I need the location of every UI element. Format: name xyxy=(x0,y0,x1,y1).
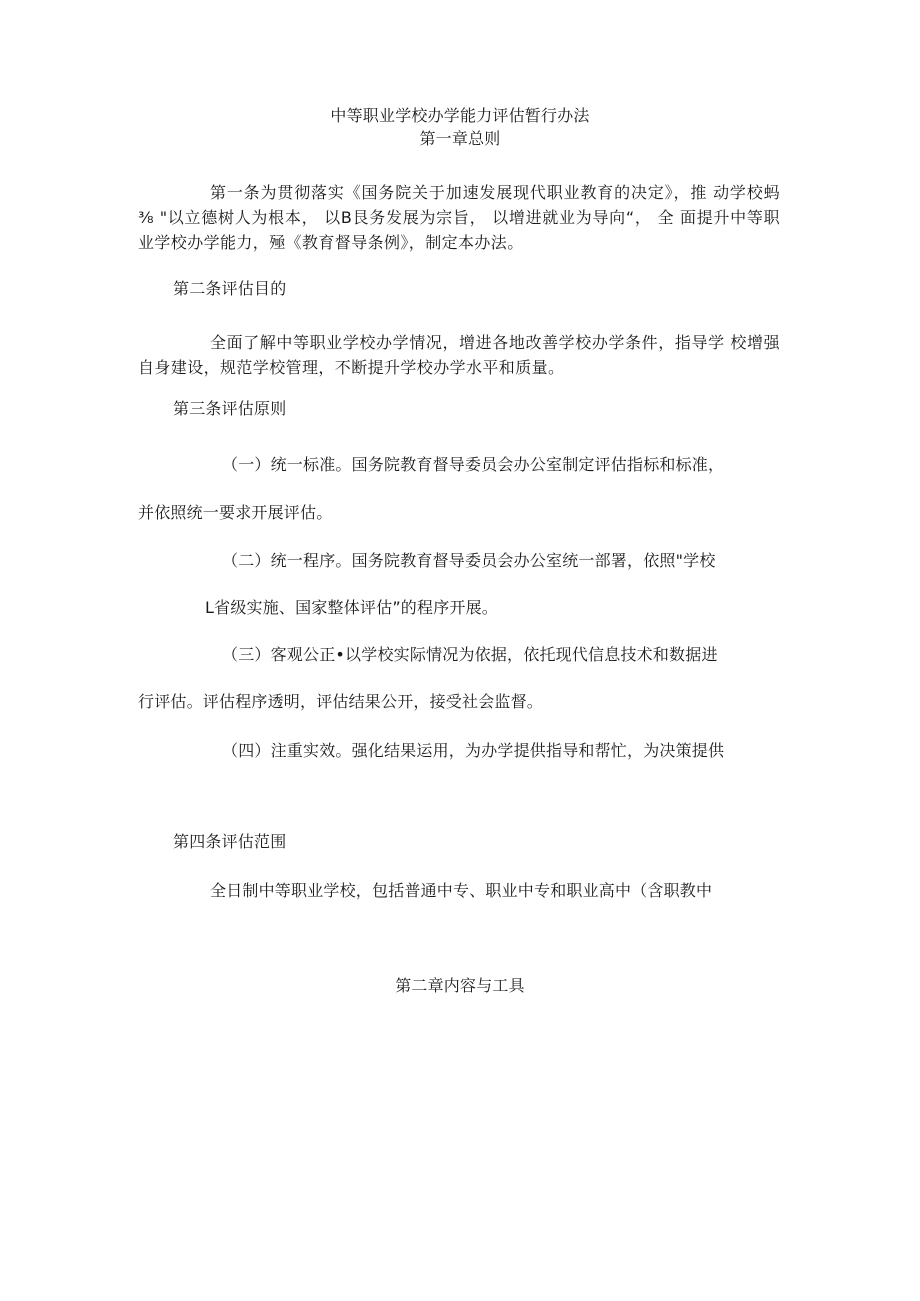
article-3-heading: 第三条评估原则 xyxy=(173,399,287,418)
principle-2-line-1: （二）统一程序。国务院教育督导委员会办公室统一部署，依照"学校 xyxy=(222,551,716,570)
chapter-1-heading: 第一章总则 xyxy=(419,129,501,148)
article-2-paragraph: 全面了解中等职业学校办学情况，增进各地改善学校办学条件，指导学 校增强自身建设，规范学校管理，不断提升学校办学水平和质量。 xyxy=(138,333,780,377)
principle-3-line-1: （三）客观公正•以学校实际情况为依据，依托现代信息技术和数据进 xyxy=(222,645,718,664)
principle-1-line-2: 并依照统一要求开展评估。 xyxy=(138,503,333,522)
article-4-paragraph: 全日制中等职业学校，包括普通中专、职业中专和职业高中（含职教中 xyxy=(210,881,713,900)
chapter-2-heading: 第二章内容与工具 xyxy=(395,976,525,995)
article-2-heading: 第二条评估目的 xyxy=(173,279,287,298)
document-title: 中等职业学校办学能力评估暂行办法 xyxy=(330,106,590,125)
article-1-paragraph: 第一条为贯彻落实《国务院关于加速发展现代职业教育的决定》，推 动学校蚂⅜ "以立德树人为根本， 以B艮务发展为宗旨， 以增进就业为导向“， 全 面提升中等职业学校办学能力，殛《教育督导条例》，制定本办法。 xyxy=(138,183,780,252)
principle-2-line-2: L省级实施、国家整体评估”的程序开展。 xyxy=(205,598,499,617)
principle-4-line-1: （四）注重实效。强化结果运用，为办学提供指导和帮忙，为决策提供 xyxy=(222,741,725,760)
article-4-heading: 第四条评估范围 xyxy=(173,832,287,851)
principle-3-line-2: 行评估。评估程序透明，评估结果公开，接受社会监督。 xyxy=(138,692,544,711)
principle-1-line-1: （一）统一标准。国务院教育督导委员会办公室制定评估指标和标准， xyxy=(222,455,725,474)
